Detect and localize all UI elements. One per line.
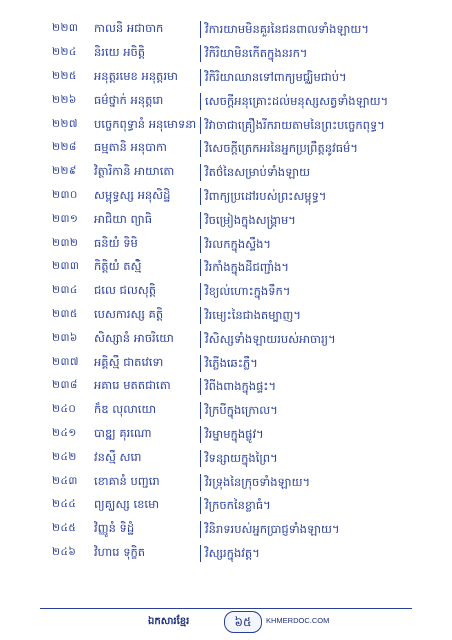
entry-meaning: វិរលកក្នុងស្ទឹង។	[200, 236, 432, 253]
entry-pali-term: សិស្សានំ អាចរិយោ	[94, 330, 174, 345]
footer-divider	[40, 608, 412, 609]
list-item	[52, 327, 432, 351]
entry-pali-term: ធម្មតានិ អនុបាកា	[94, 140, 168, 155]
entry-number: ២៣៨	[52, 379, 78, 392]
entry-meaning: វិវាចាជាគ្រឿងរីករាយតាមនៃព្រះបច្ចេកពុទ្ធ។	[200, 117, 432, 134]
entry-pali-term: ព្យគ្ឃស្ស ខេមោ	[94, 497, 160, 512]
list-item	[52, 185, 432, 209]
entry-pali-term: កាលនិ អជាចាក	[94, 21, 164, 36]
entry-number: ២៣២	[52, 236, 79, 249]
entry-pali-term: និរយេ អចិត្តិ	[94, 45, 146, 60]
entry-number: ២២៧	[52, 117, 79, 130]
page-footer	[40, 608, 412, 636]
list-item	[52, 208, 432, 232]
entry-pali-term: ធម៌ថ្នាក់ អនុត្តរោ	[94, 92, 164, 107]
entry-number: ២៣៣	[52, 260, 80, 273]
entry-meaning: វិរម្នាមក្នុងផ្លូវ។	[200, 426, 432, 443]
entry-pali-term: វនស្មឹ សរោ	[94, 449, 142, 464]
list-item	[52, 161, 432, 185]
entry-number: ២៤៤	[52, 498, 77, 511]
list-item	[52, 89, 432, 113]
entry-pali-term: ក៏ឌ លុលាយោ	[94, 402, 157, 417]
entry-number: ២៣៦	[52, 331, 78, 344]
entry-number: ២៣៧	[52, 355, 80, 368]
list-item	[52, 256, 432, 280]
entry-pali-term: បច្ចេកពុទ្ធានំ អនុមោទនា	[94, 116, 197, 131]
entry-pali-term: អគ្គិស្មឹ ជាតវេទោ	[94, 354, 164, 369]
entry-pali-term: ធនិយំ ទិមិ	[94, 235, 138, 250]
entry-pali-term: អគារេ មតតជាតោ	[94, 378, 171, 393]
entry-meaning: សេចក្តីអនុគ្រោះដល់មនុស្សសត្វទាំងឡាយ។	[200, 93, 432, 110]
entry-number: ២៤៦	[52, 545, 77, 558]
entry-meaning: វិចម្រៀងក្នុងសង្គ្រាម។	[200, 212, 432, 229]
vocabulary-list	[52, 18, 432, 565]
list-item	[52, 304, 432, 328]
list-item	[52, 399, 432, 423]
entry-number: ២៤១	[52, 426, 77, 439]
entry-pali-term: បេសការស្ស គត្តិ	[94, 306, 164, 321]
entry-meaning: វិរទ្រុងនៃក្រុចទាំងឡាយ។	[200, 474, 432, 491]
list-item	[52, 232, 432, 256]
list-item	[52, 470, 432, 494]
list-item	[52, 542, 432, 566]
entry-pali-term: ខោគានំ បញ្ជរោ	[94, 473, 160, 488]
footer-source-label: ឯកសារខ្មែរ	[148, 616, 190, 627]
entry-number: ២២៩	[52, 165, 77, 178]
entry-meaning: វិស្សរក្នុងវត្ត។	[200, 545, 432, 562]
entry-meaning: វិពាក្យប្រដៅរបស់ព្រះសម្ពុទ្ធ។	[200, 188, 432, 205]
entry-pali-term: វិត្ថារិកានិ អាយាតោ	[94, 164, 175, 179]
list-item	[52, 423, 432, 447]
list-item	[52, 375, 432, 399]
entry-meaning: វិកិរិយាឈានទៅពាក្យមជ្ឈិមជាប់។	[200, 69, 432, 86]
entry-pali-term: កិត្តិយំ តស្មិំ	[94, 259, 142, 274]
entry-meaning: វិភ្លើងឆេះភ្លឺ។	[200, 355, 432, 372]
page-number-badge: ៦៥	[224, 611, 262, 633]
entry-meaning: វិខ្យល់ហោះក្នុងទឹក។	[200, 283, 432, 300]
entry-number: ២៣៥	[52, 307, 78, 320]
entry-pali-term: បាឌ្ឍ គុរណោ	[94, 425, 152, 440]
list-item	[52, 446, 432, 470]
entry-number: ២៣១	[52, 212, 79, 225]
entry-meaning: វិនិរាទរបស់អ្នកប្រាជ្ញទាំងឡាយ។	[200, 521, 432, 538]
list-item	[52, 42, 432, 66]
entry-pali-term: វិហារេ ទុក្ខិត	[94, 544, 146, 559]
entry-pali-term: វិញ្ញូនំ ទិដ្ឋំ	[94, 521, 135, 536]
entry-meaning: វិសិស្សទាំងឡាយរបស់អាចារ្យ។	[200, 331, 432, 348]
entry-number: ២២៣	[52, 22, 79, 35]
list-item	[52, 113, 432, 137]
entry-number: ២៤០	[52, 403, 77, 416]
entry-number: ២៤៣	[52, 474, 78, 487]
entry-number: ២២៥	[52, 69, 77, 82]
entry-meaning: វិទន្សាយក្នុងព្រៃ។	[200, 450, 432, 467]
entry-number: ២២៦	[52, 93, 77, 106]
entry-number: ២២៨	[52, 141, 77, 154]
entry-pali-term: អនុត្តរមេខ អនុត្តរមា	[94, 68, 178, 83]
entry-number: ២៤២	[52, 450, 77, 463]
entry-number: ២៤៥	[52, 522, 77, 535]
entry-number: ២២៤	[52, 46, 77, 59]
entry-meaning: វិសេចក្តីត្រេកអរនៃអ្នកប្រព្រឹត្តនូវធម៌។	[200, 140, 432, 157]
list-item	[52, 280, 432, 304]
entry-pali-term: សម្ពុទ្ធស្ស អនុសិដ្ឋិ	[94, 187, 171, 202]
list-item	[52, 66, 432, 90]
entry-meaning: វិកិរិយាមិនកើតក្នុងនរក។	[200, 45, 432, 62]
entry-pali-term: ជលេ ជលសុត្តិ	[94, 283, 157, 298]
entry-pali-term: អាជិយា ព្យាធិ	[94, 211, 153, 226]
entry-meaning: វិតថ៌នៃសម្រាប់ទាំងឡាយ	[200, 164, 432, 181]
list-item	[52, 137, 432, 161]
entry-meaning: វិរម្យេះនៃជាងតម្បាញ។	[200, 307, 432, 324]
entry-meaning: វិក្របីក្នុងក្រោល។	[200, 402, 432, 419]
entry-number: ២៣០	[52, 188, 78, 201]
footer-website: KHMERDOC.COM	[266, 616, 330, 625]
entry-meaning: វិរកាំងក្នុងដីជញ្ជាំង។	[200, 259, 432, 276]
list-item	[52, 518, 432, 542]
entry-meaning: វិក្រចកនៃខ្លាធំ។	[200, 497, 432, 514]
entry-meaning: វិពីងពាងក្នុងផ្ទះ។	[200, 378, 432, 395]
list-item	[52, 18, 432, 42]
entry-number: ២៣៤	[52, 284, 78, 297]
list-item	[52, 494, 432, 518]
list-item	[52, 351, 432, 375]
entry-meaning: វិការយាមមិនគួរនៃជនពាលទាំងឡាយ។	[200, 21, 432, 38]
